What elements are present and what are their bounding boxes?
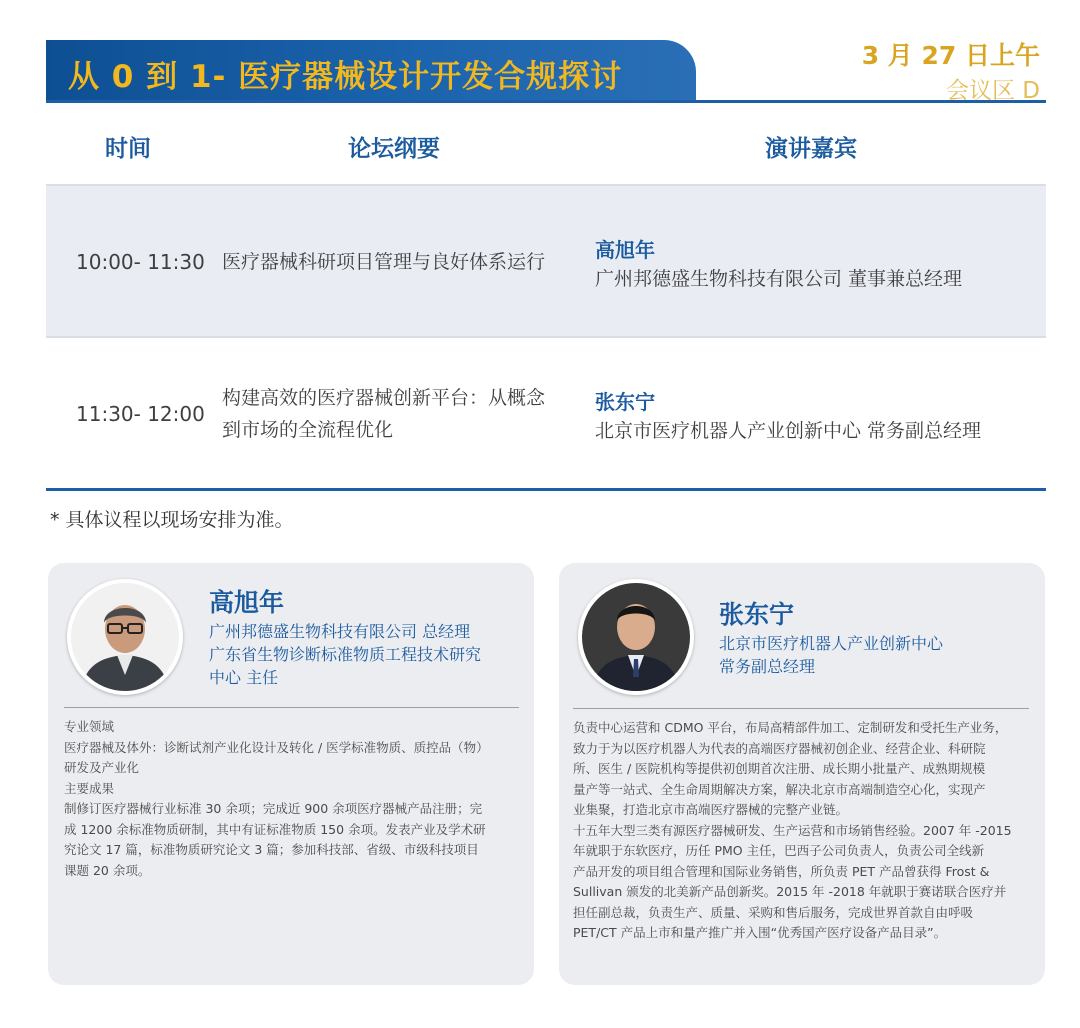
agenda-note: * 具体议程以现场安排为准。 <box>50 509 294 531</box>
column-header-speaker: 演讲嘉宾 <box>765 136 857 162</box>
header-divider <box>46 100 1046 103</box>
row-time: 11:30- 12:00 <box>76 402 205 426</box>
bio-line: 产品开发的项目组合管理和国际业务销售，所负责 PET 产品曾获得 Frost & <box>573 863 990 879</box>
page-title: 从 0 到 1- 医疗器械设计开发合规探讨 <box>68 59 623 95</box>
bio-line: 医疗器械及体外：诊断试剂产业化设计及转化 / 医学标准物质、质控品（物） <box>64 739 489 755</box>
speaker-card <box>48 563 534 985</box>
bio-line: 担任副总裁，负责生产、质量、采购和售后服务，完成世界首款自由呼吸 <box>573 904 974 920</box>
speaker-role-line: 常务副总经理 <box>719 657 816 676</box>
row-topic <box>222 382 545 446</box>
bio-line: 主要成果 <box>64 780 115 796</box>
speaker-bio <box>64 717 489 881</box>
bio-line: 量产等一站式、全生命周期解决方案，解决北京市高端制造空心化，实现产 <box>573 781 986 797</box>
row-time: 10:00- 11:30 <box>76 250 205 274</box>
bio-line: 负责中心运营和 CDMO 平台，布局高精部件加工、定制研发和受托生产业务， <box>573 720 1008 735</box>
bio-line: 十五年大型三类有源医疗器械研发、生产运营和市场销售经验。2007 年 -2015 <box>573 822 1012 838</box>
speaker-role <box>209 620 481 689</box>
bio-line: Sullivan 颁发的北美新产品创新奖。2015 年 -2018 年就职于赛诺联合医疗并 <box>573 884 1007 899</box>
card-divider <box>64 707 519 708</box>
table-bottom-rule <box>46 488 1046 491</box>
row-topic-line: 构建高效的医疗器械创新平台：从概念 <box>222 387 546 409</box>
card-divider <box>573 708 1029 709</box>
person-silhouette-icon <box>71 583 179 691</box>
bio-line: 成 1200 余标准物质研制，其中有证标准物质 150 余项。发表产业及学术研 <box>64 821 486 837</box>
bio-line: PET/CT 产品上市和量产推广并入围“优秀国产医疗设备产品目录”。 <box>573 925 947 940</box>
bio-line: 所、医生 / 医院机构等提供初创期首次注册、成长期小批量产、成熟期规模 <box>573 761 986 776</box>
speaker-role <box>719 632 943 678</box>
bio-line: 研发及产业化 <box>64 760 140 775</box>
speaker-name: 张东宁 <box>719 600 795 629</box>
session-venue: 会议区 D <box>945 78 1040 104</box>
row-topic-line: 医疗器械科研项目管理与良好体系运行 <box>222 251 546 273</box>
speaker-role-line: 广东省生物诊断标准物质工程技术研究 <box>209 645 482 664</box>
column-header-time: 时间 <box>105 136 151 162</box>
bio-line: 课题 20 余项。 <box>64 862 151 878</box>
bio-line: 专业领域 <box>64 719 115 734</box>
speaker-avatar <box>67 579 183 695</box>
bio-line: 究论文 17 篇，标准物质研究论文 3 篇；参加科技部、省级、市级科技项目 <box>64 842 479 857</box>
speaker-role-line: 广州邦德盛生物科技有限公司 总经理 <box>209 622 471 641</box>
speaker-role-line: 中心 主任 <box>209 668 279 687</box>
session-date: 3 月 27 日上午 <box>861 41 1040 70</box>
speaker-avatar <box>578 579 694 695</box>
row-speaker-name: 张东宁 <box>595 390 655 414</box>
speaker-bio <box>573 718 1012 944</box>
speaker-card <box>559 563 1045 985</box>
bio-line: 业集聚，打造北京市高端医疗器械的完整产业链。 <box>573 802 849 817</box>
speaker-role-line: 北京市医疗机器人产业创新中心 <box>719 634 944 653</box>
column-header-agenda: 论坛纲要 <box>348 136 440 162</box>
row-topic-line: 到市场的全流程优化 <box>222 419 394 441</box>
row-speaker-title: 北京市医疗机器人产业创新中心 常务副总经理 <box>595 420 982 442</box>
row-speaker-title: 广州邦德盛生物科技有限公司 董事兼总经理 <box>595 268 963 290</box>
bio-line: 致力于为以医疗机器人为代表的高端医疗器械初创企业、经营企业、科研院 <box>573 740 986 756</box>
speaker-name: 高旭年 <box>209 588 285 617</box>
row-speaker-name: 高旭年 <box>595 238 655 262</box>
row-topic <box>222 246 545 278</box>
person-silhouette-icon <box>582 583 690 691</box>
bio-line: 年就职于东软医疗，历任 PMO 主任，巴西子公司负责人，负责公司全线新 <box>573 843 985 858</box>
bio-line: 制修订医疗器械行业标准 30 余项；完成近 900 余项医疗器械产品注册；完 <box>64 801 483 816</box>
